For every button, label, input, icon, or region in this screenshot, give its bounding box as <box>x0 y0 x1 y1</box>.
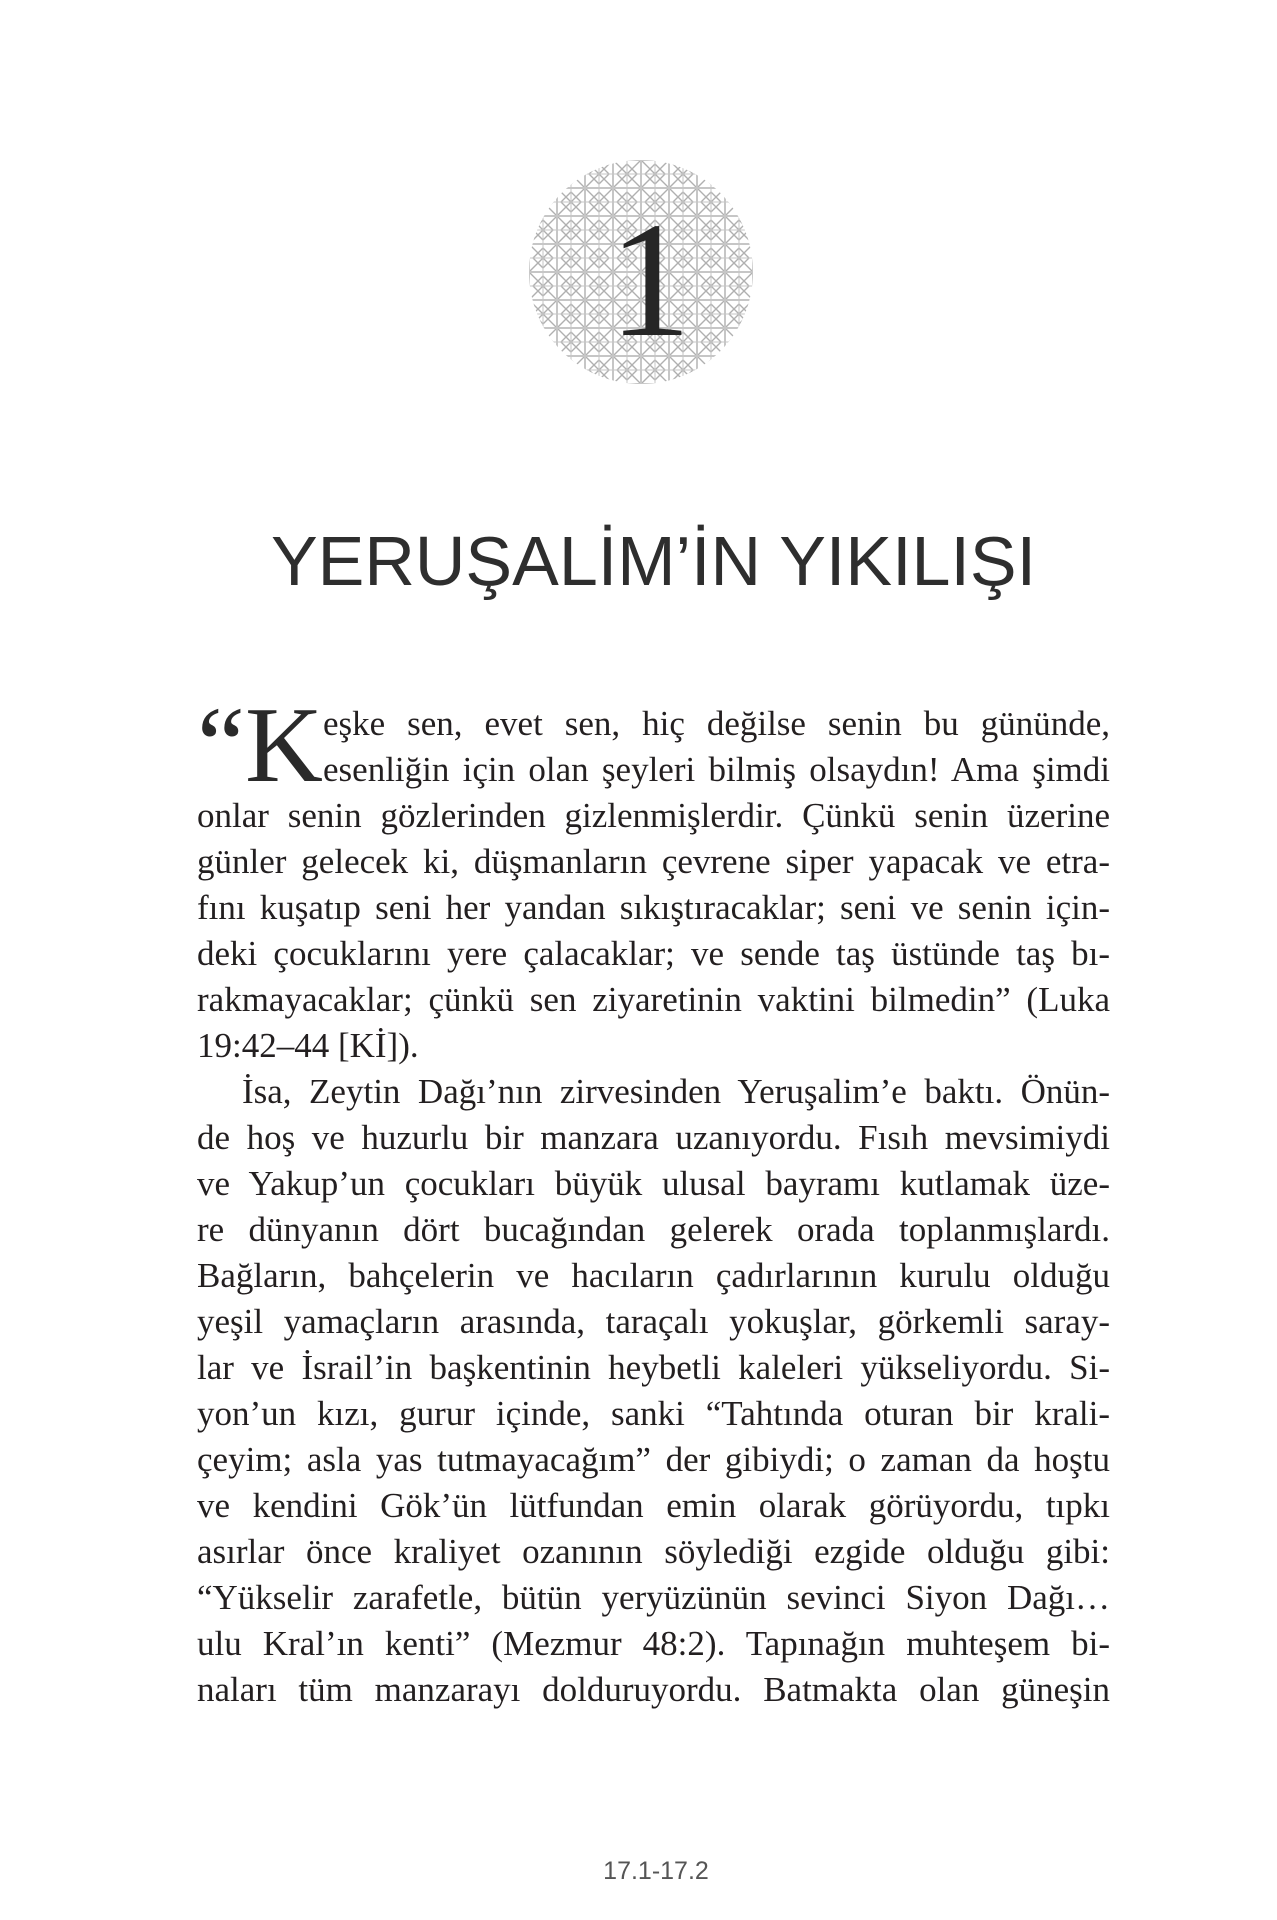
text-line: fını kuşatıp seni her yandan sıkıştıracaklar; seni ve senin için- <box>197 888 1110 927</box>
text-line: yeşil yamaçların arasında, taraçalı yokuşlar, görkemli saray- <box>197 1302 1110 1341</box>
body-text <box>197 686 1110 1713</box>
text-line: İsa, Zeytin Dağı’nın zirvesinden Yeruşalim’e baktı. Önün- <box>242 1072 1110 1111</box>
text-line: rakmayacaklar; çünkü sen ziyaretinin vaktini bilmedin” (Luka <box>197 980 1110 1019</box>
text-line: günler gelecek ki, düşmanların çevrene siper yapacak ve etra- <box>197 842 1110 881</box>
text-line: çeyim; asla yas tutmayacağım” der gibiydi; o zaman da hoştu <box>197 1440 1110 1479</box>
text-line: ve kendini Gök’ün lütfundan emin olarak görüyordu, tıpkı <box>197 1486 1110 1525</box>
text-line: asırlar önce kraliyet ozanının söylediği ezgide olduğu gibi: <box>197 1532 1110 1571</box>
chapter-title: YERUŞALİM’İN YIKILIŞI <box>270 522 1037 600</box>
text-line: Bağların, bahçelerin ve hacıların çadırlarının kurulu olduğu <box>197 1256 1110 1295</box>
page-number: 17.1-17.2 <box>603 1857 709 1885</box>
text-line: esenliğin için olan şeyleri bilmiş olsaydın! Ama şimdi <box>323 750 1110 789</box>
chapter-number: 1 <box>608 188 692 371</box>
text-line: ulu Kral’ın kenti” (Mezmur 48:2). Tapınağın muhteşem bi- <box>197 1624 1110 1663</box>
paragraph <box>197 1069 1110 1713</box>
text-line: deki çocuklarını yere çalacaklar; ve sende taş üstünde taş bı- <box>197 934 1110 973</box>
text-line: “Yükselir zarafetle, bütün yeryüzünün sevinci Siyon Dağı… <box>197 1578 1110 1617</box>
text-line: re dünyanın dört bucağından gelerek orada toplanmışlardı. <box>197 1210 1110 1249</box>
text-line: 19:42–44 [Kİ]). <box>197 1026 419 1065</box>
drop-cap-letter: K <box>244 686 323 805</box>
text-line: yon’un kızı, gurur içinde, sanki “Tahtında oturan bir krali- <box>197 1394 1110 1433</box>
text-line: onlar senin gözlerinden gizlenmişlerdir. Çünkü senin üzerine <box>197 796 1110 835</box>
drop-cap <box>197 686 323 805</box>
text-line: ve Yakup’un çocukları büyük ulusal bayramı kutlamak üze- <box>197 1164 1110 1203</box>
text-line: naları tüm manzarayı dolduruyordu. Batmakta olan güneşin <box>197 1670 1110 1709</box>
text-line: eşke sen, evet sen, hiç değilse senin bu gününde, <box>323 704 1110 743</box>
drop-cap-quote: “ <box>197 686 245 805</box>
text-line: lar ve İsrail’in başkentinin heybetli kaleleri yükseliyordu. Si- <box>197 1348 1110 1387</box>
text-line: de hoş ve huzurlu bir manzara uzanıyordu. Fısıh mevsimiydi <box>197 1118 1110 1157</box>
paragraph <box>197 701 1110 1069</box>
